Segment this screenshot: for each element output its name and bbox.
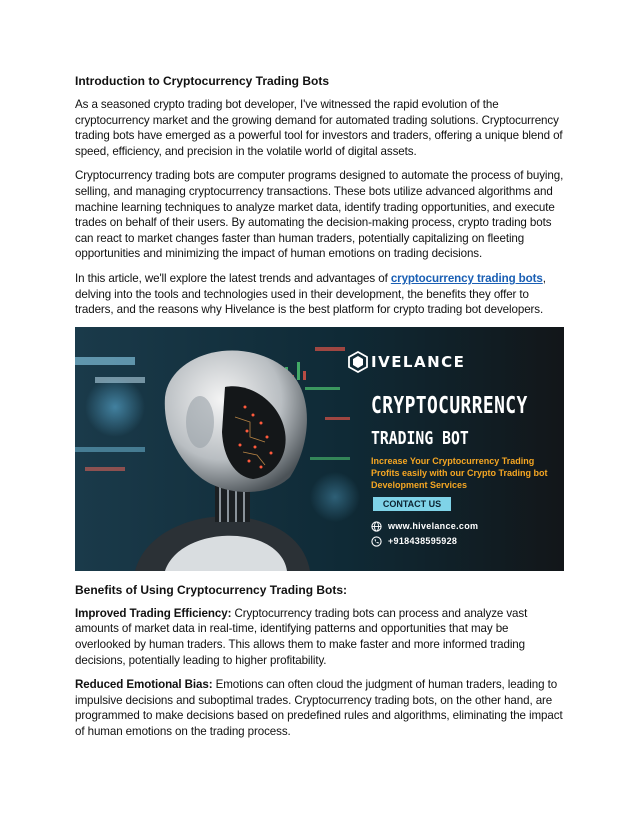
hivelance-hexagon-logo-icon [347, 351, 369, 373]
contact-us-button: CONTACT US [373, 497, 451, 511]
brand-logo [347, 351, 465, 373]
intro-paragraph-1: As a seasoned crypto trading bot developer, I've witnessed the rapid evolution of the cryptocurrency market and the growing demand for automated trading solutions. Cryptocurrency trading bots have emerged as a powerful tool for investors and traders, offering a unique blend of speed, efficiency, and precision in the volatile world of digital assets. [75, 98, 563, 158]
benefit-item [75, 677, 565, 739]
phone-icon [371, 536, 382, 547]
intro-paragraph-3 [75, 271, 565, 318]
phone-row [371, 536, 457, 547]
benefit-title: Reduced Emotional Bias: [75, 678, 213, 692]
crypto-trading-bots-link[interactable]: cryptocurrency trading bots [390, 271, 543, 285]
website-text: www.hivelance.com [388, 521, 479, 532]
promo-banner-image [75, 327, 564, 571]
benefit-title: Improved Trading Efficiency: [75, 606, 232, 620]
article-body [75, 73, 565, 748]
benefits-heading: Benefits of Using Cryptocurrency Trading Bots: [75, 582, 348, 597]
paragraph-3-tail: , delving into the tools and technologies used in their development, the benefits they offer to traders, and the reasons why Hivelance is the best platform for crypto trading bot developers. [75, 271, 546, 317]
brand-name: IVELANCE [371, 352, 466, 371]
benefit-text: Cryptocurrency trading bots can process and analyze vast amounts of market data in real-time, identifying patterns and opportunities that may be overlooked by human traders. This allows them to make faster and more informed trading decisions, potentially leading to higher profitability. [75, 606, 528, 667]
benefit-item [75, 606, 565, 668]
benefit-text: Emotions can often cloud the judgment of human traders, leading to impulsive decisions and suboptimal trades. Cryptocurrency trading bots, on the other hand, are programmed to make decisions based on predefined rules and algorithms, eliminating the impact of human emotions on the trading process. [75, 678, 563, 738]
banner-title-line-2: TRADING BOT [371, 427, 469, 449]
banner-title-line-1: CRYPTOCURRENCY [371, 392, 528, 419]
intro-heading: Introduction to Cryptocurrency Trading Bots [75, 74, 330, 88]
paragraph-3-lead: In this article, we'll explore the latest trends and advantages of [75, 271, 391, 285]
globe-icon [371, 521, 382, 532]
intro-paragraph-2: Cryptocurrency trading bots are computer programs designed to automate the process of buying, selling, and managing cryptocurrency transactions. These bots utilize advanced algorithms and machine learning techniques to analyze market data, identify trading opportunities, and execute trades on behalf of their users. By automating the decision-making process, crypto trading bots can react to market changes faster than human traders, potentially capitalizing on fleeting opportunities and minimizing the impact of human emotions on trading decisions. [75, 169, 564, 261]
robot-illustration [75, 327, 564, 571]
phone-text: +918438595928 [388, 536, 458, 547]
website-row [371, 521, 478, 532]
banner-tagline: Increase Your Cryptocurrency Trading Profits easily with our Crypto Trading bot Development Services [371, 455, 548, 490]
